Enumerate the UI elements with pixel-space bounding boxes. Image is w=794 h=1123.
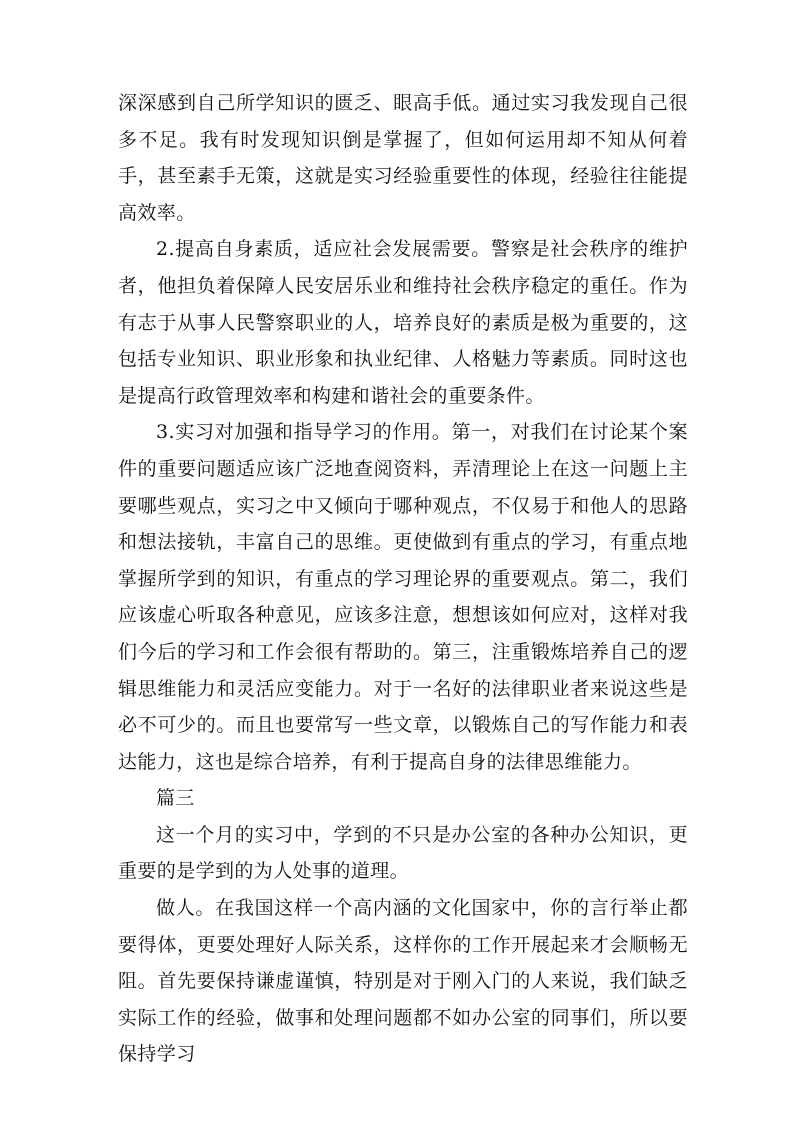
paragraph-point-3: 3.实习对加强和指导学习的作用。第一，对我们在讨论某个案件的重要问题适应该广泛地查阅资料，弄清理论上在这一问题上主要哪些观点，实习之中又倾向于哪种观点，不仅易于和他人的思路和想法接轨，丰富自己的思维。更使做到有重点的学习，有重点地掌握所学到的知识，有重点的学习理论界的重要观点。第二，我们应该虚心听取各种意见，应该多注意，想想该如何应对，这样对我们今后的学习和工作会很有帮助的。第三，注重锻炼培养自己的逻辑思维能力和灵活应变能力。对于一名好的法律职业者来说这些是必不可少的。而且也要常写一些文章，以锻炼自己的写作能力和表达能力，这也是综合培养，有利于提高自身的法律思维能力。 [118,421,688,773]
paragraph-intro: 这一个月的实习中，学到的不只是办公室的各种办公知识，更重要的是学到的为人处事的道理。 [118,823,688,883]
paragraph-point-2: 2.提高自身素质，适应社会发展需要。警察是社会秩序的维护者，他担负着保障人民安居乐业和维持社会秩序稳定的重任。作为有志于从事人民警察职业的人，培养良好的素质是极为重要的，这包括专业知识、职业形象和执业纪律、人格魅力等素质。同时这也是提高行政管理效率和构建和谐社会的重要条件。 [118,238,688,407]
section-heading: 篇三 [156,787,195,810]
document-body [118,85,688,1073]
paragraph-continuation: 深深感到自己所学知识的匮乏、眼高手低。通过实习我发现自己很多不足。我有时发现知识倒是掌握了，但如何运用却不知从何着手，甚至素手无策，这就是实习经验重要性的体现，经验往往能提高效率。 [118,92,688,224]
paragraph-conduct: 做人。在我国这样一个高内涵的文化国家中，你的言行举止都要得体，更要处理好人际关系，这样你的工作开展起来才会顺畅无阻。首先要保持谦虚谨慎，特别是对于刚入门的人来说，我们缺乏实际工作的经验，做事和处理问题都不如办公室的同事们，所以要保持学习 [118,897,688,1066]
